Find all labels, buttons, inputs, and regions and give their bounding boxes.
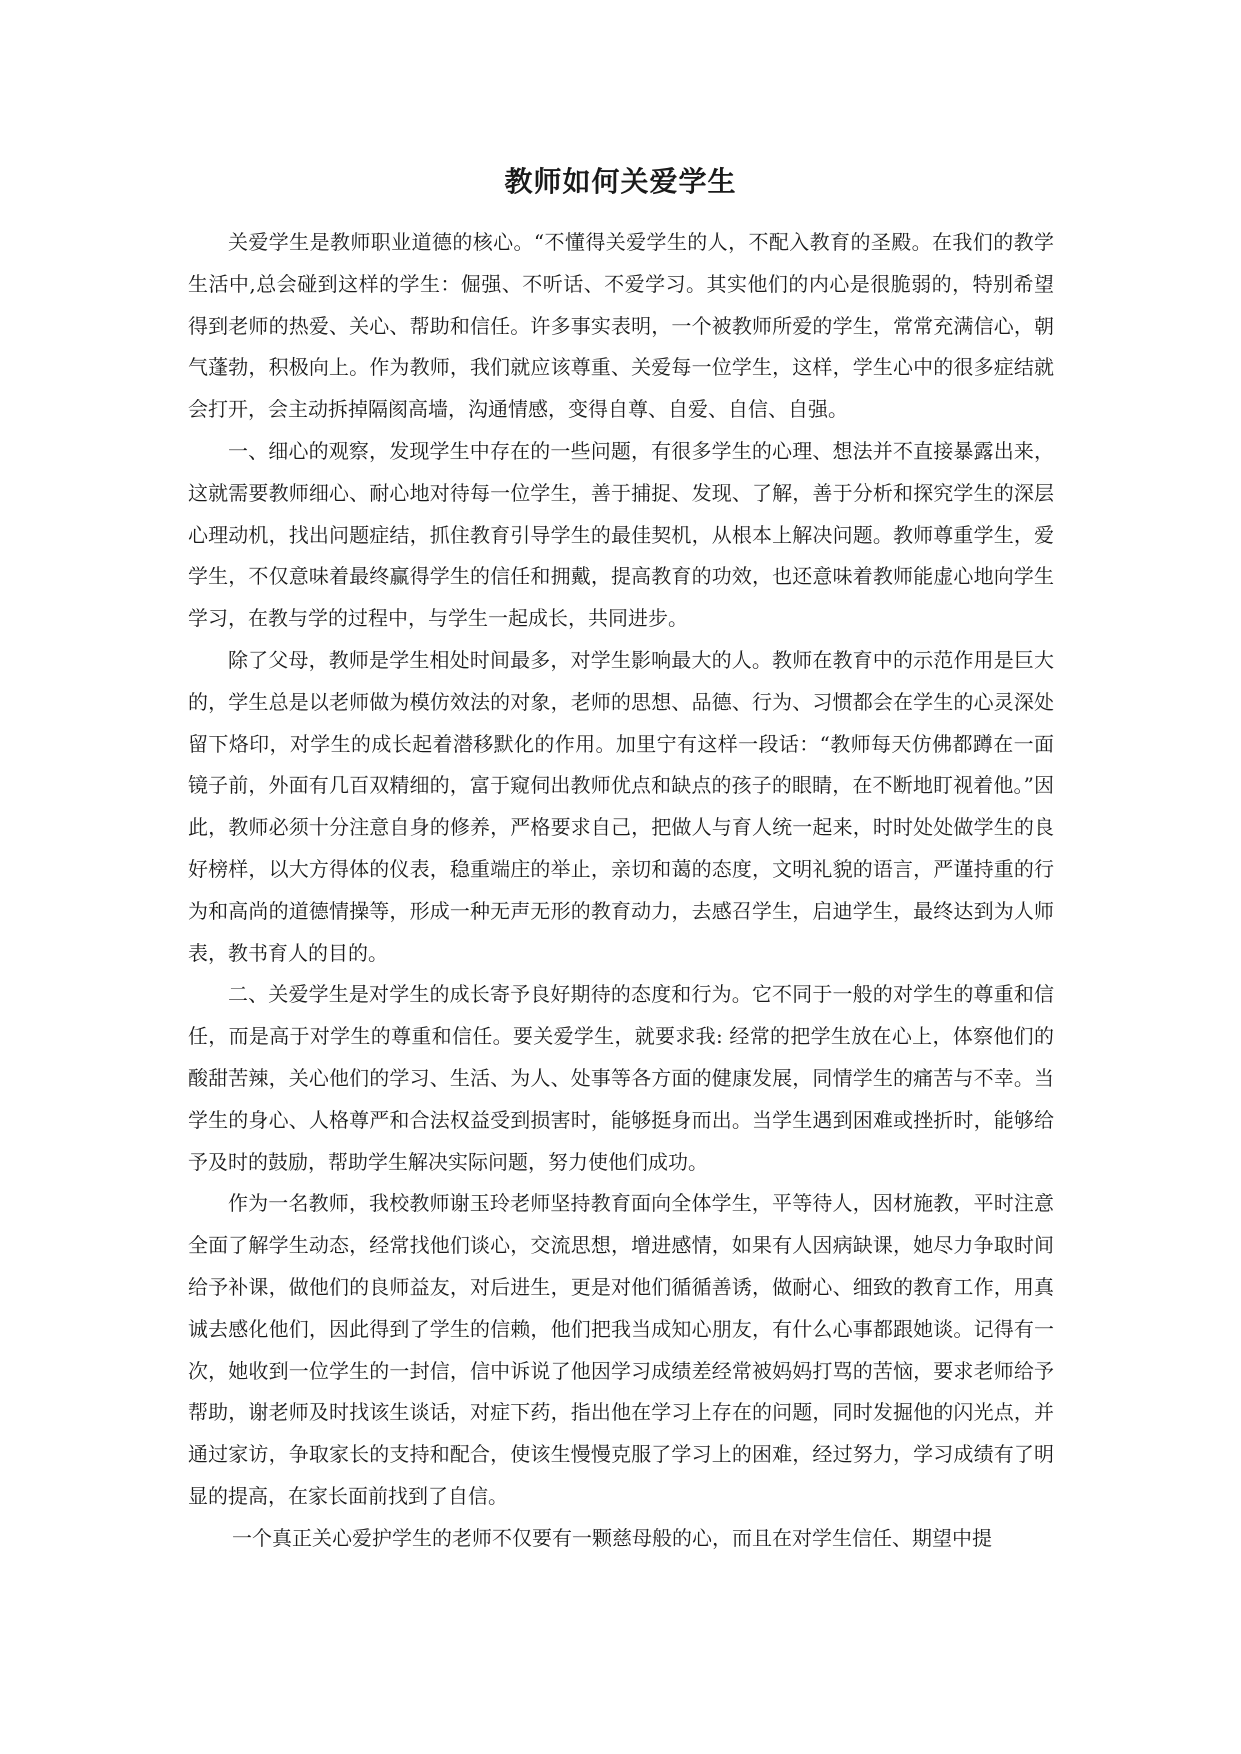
paragraph-role-model: 除了父母，教师是学生相处时间最多，对学生影响最大的人。教师在教育中的示范作用是巨大的，学生总是以老师做为模仿效法的对象，老师的思想、品德、行为、习惯都会在学生的心灵深处留下烙印，对学生的成长起着潜移默化的作用。加里宁有这样一段话：“教师每天仿佛都蹲在一面镜子前，外面有几百双精细的，富于窥伺出教师优点和缺点的孩子的眼睛，在不断地盯视着他。”因此，教师必须十分注意自身的修养，严格要求自己，把做人与育人统一起来，时时处处做学生的良好榜样，以大方得体的仪表，稳重端庄的举止，亲切和蔼的态度，文明礼貌的语言，严谨持重的行为和高尚的道德情操等，形成一种无声无形的教育动力，去感召学生，启迪学生，最终达到为人师表，教书育人的目的。 xyxy=(188,647,1054,965)
paragraph-intro: 关爱学生是教师职业道德的核心。“不懂得关爱学生的人，不配入教育的圣殿。在我们的教学生活中,总会碰到这样的学生：倔强、不听话、不爱学习。其实他们的内心是很脆弱的，特别希望得到老师的热爱、关心、帮助和信任。许多事实表明，一个被教师所爱的学生，常常充满信心，朝气蓬勃，积极向上。作为教师，我们就应该尊重、关爱每一位学生，这样，学生心中的很多症结就会打开，会主动拆掉隔阂高墙，沟通情感，变得自尊、自爱、自信、自强。 xyxy=(188,230,1054,422)
paragraph-example: 作为一名教师，我校教师谢玉玲老师坚持教育面向全体学生，平等待人，因材施教，平时注意全面了解学生动态，经常找他们谈心，交流思想，增进感情，如果有人因病缺课，她尽力争取时间给予补课，做他们的良师益友，对后进生，更是对他们循循善诱，做耐心、细致的教育工作，用真诚去感化他们，因此得到了学生的信赖，他们把我当成知心朋友，有什么心事都跟她谈。记得有一次，她收到一位学生的一封信，信中诉说了他因学习成绩差经常被妈妈打骂的苦恼，要求老师给予帮助，谢老师及时找该生谈话，对症下药，指出他在学习上存在的问题，同时发掘他的闪光点，并通过家访，争取家长的支持和配合，使该生慢慢克服了学习上的困难，经过努力，学习成绩有了明显的提高，在家长面前找到了自信。 xyxy=(188,1191,1054,1508)
paragraph-caring: 二、关爱学生是对学生的成长寄予良好期待的态度和行为。它不同于一般的对学生的尊重和信任，而是高于对学生的尊重和信任。要关爱学生，就要求我: 经常的把学生放在心上，体察他们的酸甜苦辣，关心他们的学习、生活、为人、处事等各方面的健康发展，同情学生的痛苦与不幸。当学生的身心、人格尊严和合法权益受到损害时，能够挺身而出。当学生遇到困难或挫折时，能够给予及时的鼓励，帮助学生解决实际问题，努力使他们成功。 xyxy=(188,982,1054,1174)
paragraph-observation: 一、细心的观察，发现学生中存在的一些问题，有很多学生的心理、想法并不直接暴露出来，这就需要教师细心、耐心地对待每一位学生，善于捕捉、发现、了解，善于分析和探究学生的深层心理动机，找出问题症结，抓住教育引导学生的最佳契机，从根本上解决问题。教师尊重学生，爱学生，不仅意味着最终赢得学生的信任和拥戴，提高教育的功效，也还意味着教师能虚心地向学生学习，在教与学的过程中，与学生一起成长，共同进步。 xyxy=(188,438,1054,631)
document-body xyxy=(188,222,1054,1560)
document-title: 教师如何关爱学生 xyxy=(504,165,737,198)
paragraph-closing: 一个真正关心爱护学生的老师不仅要有一颗慈母般的心，而且在对学生信任、期望中提 xyxy=(232,1525,992,1550)
